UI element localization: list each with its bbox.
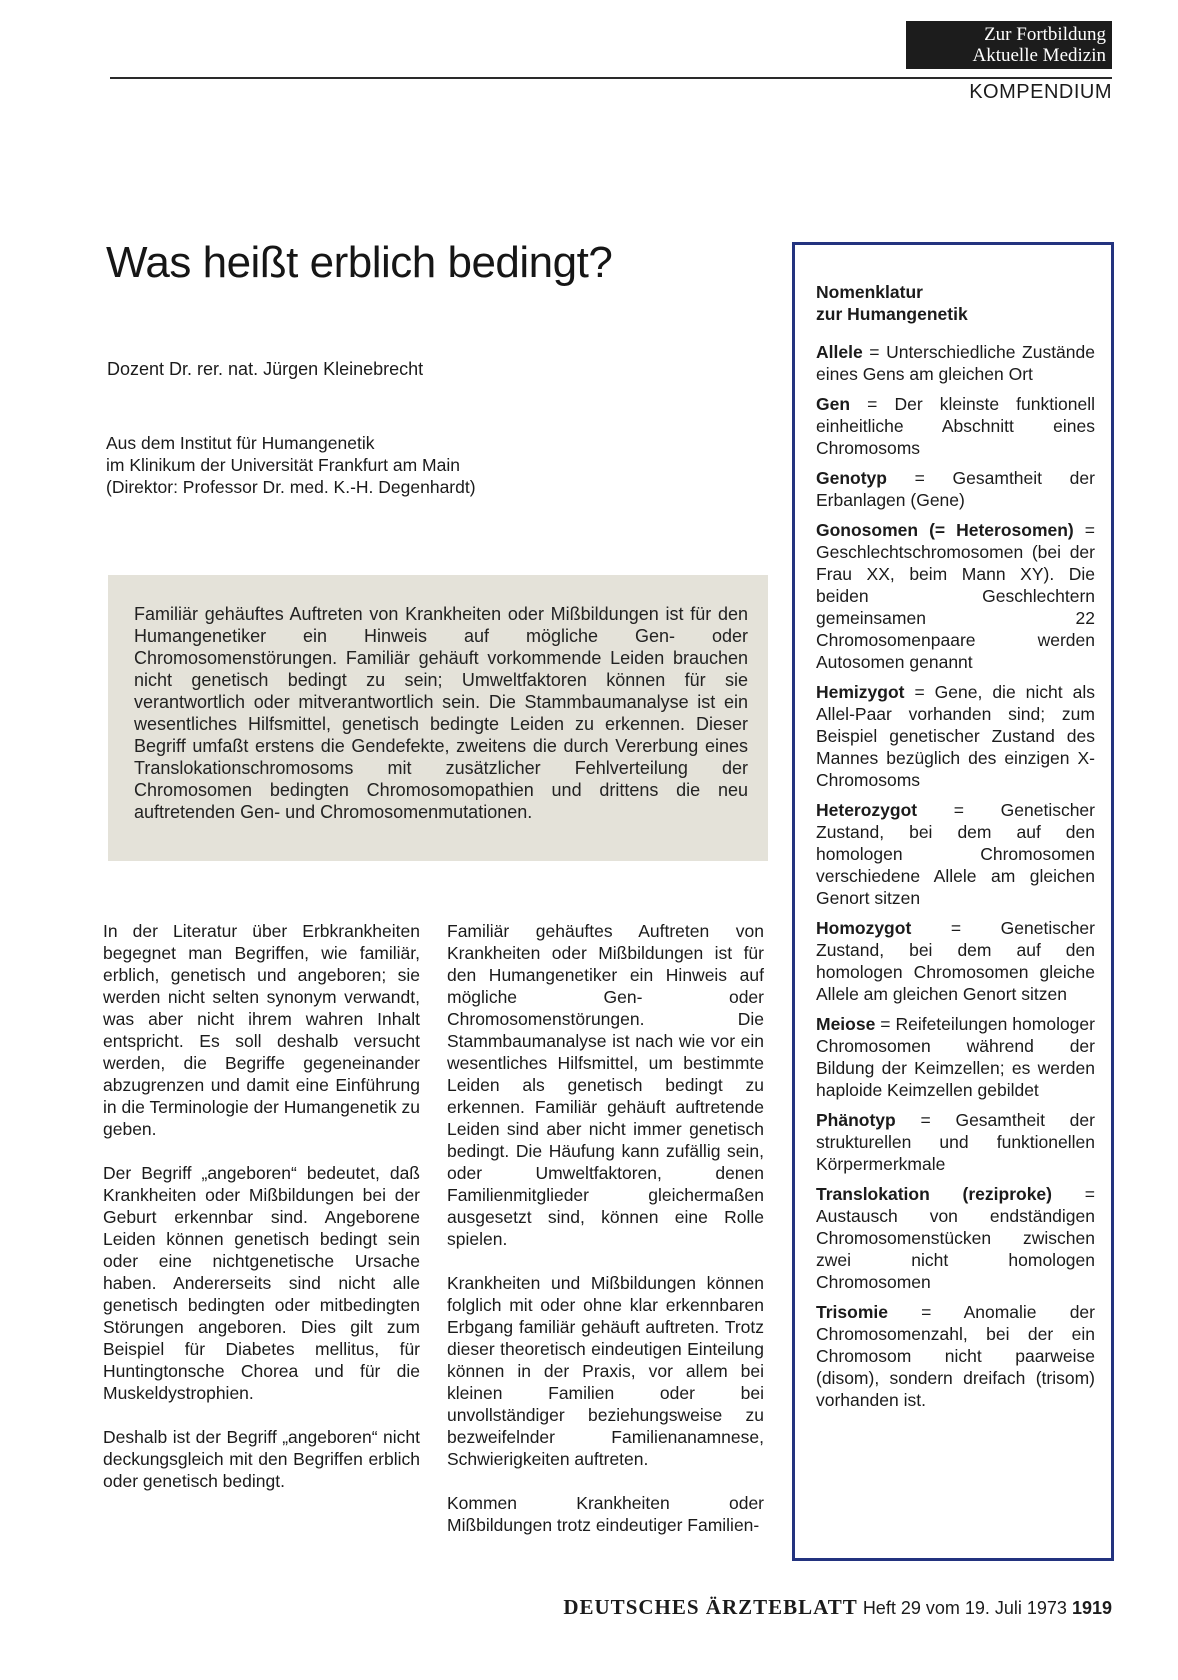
institute-affiliation <box>106 432 476 498</box>
glossary-term: Homozygot <box>816 918 912 938</box>
abstract-box <box>108 575 768 861</box>
glossary-entry <box>816 1109 1095 1175</box>
page-footer <box>505 1595 1112 1620</box>
paragraph: Deshalb ist der Begriff „angeboren“ nicht deckungsgleich mit den Begriffen erblich oder genetisch bedingt. <box>103 1427 420 1491</box>
institute-line: im Klinikum der Universität Frankfurt am Main <box>106 455 460 475</box>
header-rule <box>110 77 1112 79</box>
header-line-1: Zur Fortbildung <box>984 24 1106 45</box>
glossary-entry <box>816 1301 1095 1411</box>
glossary-term: Meiose <box>816 1014 876 1034</box>
body-column-1 <box>103 920 420 1514</box>
glossary-entry <box>816 467 1095 511</box>
glossary-term: Allele <box>816 342 863 362</box>
glossary-definition: = Geschlechtschromosomen (bei der Frau XX, beim Mann XY). Die beiden Geschlechtern gemeinsamen 22 Chromosomenpaare werden Autosomen genannt <box>816 520 1095 672</box>
header-line-2: Aktuelle Medizin <box>972 45 1106 66</box>
paragraph: Krankheiten und Mißbildungen können folglich mit oder ohne klar erkennbaren Erbgang familiär gehäuft auftreten. Trotz dieser theoretisch eindeutigen Einteilung können in der Praxis, vor allem bei kleinen Familien oder bei unvollständiger beziehungsweise zu bezweifelnder Familienanamnese, Schwierigkeiten auftreten. <box>447 1273 764 1469</box>
glossary-term: Heterozygot <box>816 800 918 820</box>
glossary-entry <box>816 1183 1095 1293</box>
glossary-term: Hemizygot <box>816 682 905 702</box>
glossary-entry <box>816 917 1095 1005</box>
institute-line: Aus dem Institut für Humangenetik <box>106 433 375 453</box>
glossary-definition: = Austausch von endständigen Chromosomenstücken zwischen zwei nicht homologen Chromosomen <box>816 1184 1095 1292</box>
glossary-title <box>816 281 1095 325</box>
glossary-entry <box>816 341 1095 385</box>
body-column-2 <box>447 920 764 1558</box>
paragraph: In der Literatur über Erbkrankheiten begegnet man Begriffen, wie familiär, erblich, genetisch und angeboren; sie werden nicht selten synonym verwandt, was aber nicht ihrem wahren Inhalt entspricht. Es soll deshalb versucht werden, die Begriffe gegeneinander abzugrenzen und damit eine Einführung in die Terminologie der Humangenetik zu geben. <box>103 921 420 1139</box>
glossary-definition: = Gesamtheit der Erbanlagen (Gene) <box>816 468 1095 510</box>
abstract-text: Familiär gehäuftes Auftreten von Krankheiten oder Mißbildungen ist für den Humangenetiker ein Hinweis auf mögliche Gen- oder Chromosomenstörungen. Familiär gehäuft vorkommende Leiden brauchen nicht genetisch bedingt zu sein; Umweltfaktoren können für sie verantwortlich oder mitverantwortlich sein. Die Stammbaumanalyse ist ein wesentliches Hilfsmittel, genetisch bedingte Leiden zu erkennen. Dieser Begriff umfaßt erstens die Gendefekte, zweitens die durch Vererbung eines Translokationschromosoms mit zusätzlicher Fehlverteilung der Chromosomen bedingten Chromosomopathien und drittens die neu auftretenden Gen- und Chromosomenmutationen. <box>134 604 748 822</box>
glossary-entry <box>816 681 1095 791</box>
glossary-entry <box>816 393 1095 459</box>
glossary-definition: = Genetischer Zustand, bei dem auf den homologen Chromosomen verschiedene Allele am gleichen Genort sitzen <box>816 800 1095 908</box>
paragraph: Kommen Krankheiten oder Mißbildungen trotz eindeutiger Familien- <box>447 1493 764 1535</box>
issue-info: Heft 29 vom 19. Juli 1973 <box>862 1598 1067 1618</box>
section-label: KOMPENDIUM <box>969 81 1112 103</box>
paragraph: Der Begriff „angeboren“ bedeutet, daß Krankheiten oder Mißbildungen bei der Geburt erkennbar sind. Angeborene Leiden können genetisch bedingt sein oder eine nichtgenetische Ursache haben. Andererseits sind nicht alle genetisch bedingten oder mitbedingten Störungen angeboren. Dies gilt zum Beispiel für Diabetes mellitus, für Huntingtonsche Chorea und für die Muskeldystrophien. <box>103 1163 420 1403</box>
glossary-title-line: Nomenklatur <box>816 282 923 302</box>
glossary-term: Gonosomen (= Heterosomen) <box>816 520 1074 540</box>
glossary-box <box>792 242 1114 1561</box>
page-number: 1919 <box>1071 1598 1112 1618</box>
glossary-term: Trisomie <box>816 1302 888 1322</box>
glossary-term: Phänotyp <box>816 1110 896 1130</box>
glossary-definition: = Der kleinste funktionell einheitliche Abschnitt eines Chromosoms <box>816 394 1095 458</box>
glossary-term: Gen <box>816 394 851 414</box>
section-header-box <box>906 21 1112 69</box>
article-title: Was heißt erblich bedingt? <box>106 238 613 287</box>
glossary-definition: = Unterschiedliche Zustände eines Gens am gleichen Ort <box>816 342 1095 384</box>
glossary-definition: = Genetischer Zustand, bei dem auf den homologen Chromosomen gleiche Allele am gleichen Genort sitzen <box>816 918 1095 1004</box>
glossary-entry <box>816 799 1095 909</box>
glossary-definition: = Gesamtheit der strukturellen und funktionellen Körpermerkmale <box>816 1110 1095 1174</box>
glossary-term: Genotyp <box>816 468 887 488</box>
glossary-definition: = Gene, die nicht als Allel-Paar vorhanden sind; zum Beispiel genetischer Zustand des Mannes bezüglich des einzigen X-Chromosoms <box>816 682 1095 790</box>
glossary-entry <box>816 1013 1095 1101</box>
glossary-title-line: zur Humangenetik <box>816 304 968 324</box>
glossary-term: Translokation (reziproke) <box>816 1184 1052 1204</box>
paragraph: Familiär gehäuftes Auftreten von Krankheiten oder Mißbildungen ist für den Humangenetiker ein Hinweis auf mögliche Gen- oder Chromosomenstörungen. Die Stammbaumanalyse ist nach wie vor ein wesentliches Hilfsmittel, um bestimmte Leiden als genetisch bedingt zu erkennen. Familiär gehäuft auftretende Leiden sind aber nicht immer genetisch bedingt. Die Häufung kann zufällig sein, oder Umweltfaktoren, denen Familienmitglieder gleichermaßen ausgesetzt sind, können eine Rolle spielen. <box>447 921 764 1249</box>
glossary-definition: = Anomalie der Chromosomenzahl, bei der ein Chromosom nicht paarweise (disom), sondern dreifach (trisom) vorhanden ist. <box>816 1302 1095 1410</box>
glossary-definition: = Reifeteilungen homologer Chromosomen während der Bildung der Keimzellen; es werden haploide Keimzellen gebildet <box>816 1014 1095 1100</box>
institute-line: (Direktor: Professor Dr. med. K.-H. Degenhardt) <box>106 477 476 497</box>
article-author: Dozent Dr. rer. nat. Jürgen Kleinebrecht <box>107 359 424 379</box>
glossary-entry <box>816 519 1095 673</box>
journal-name: DEUTSCHES ÄRZTEBLATT <box>563 1595 858 1619</box>
